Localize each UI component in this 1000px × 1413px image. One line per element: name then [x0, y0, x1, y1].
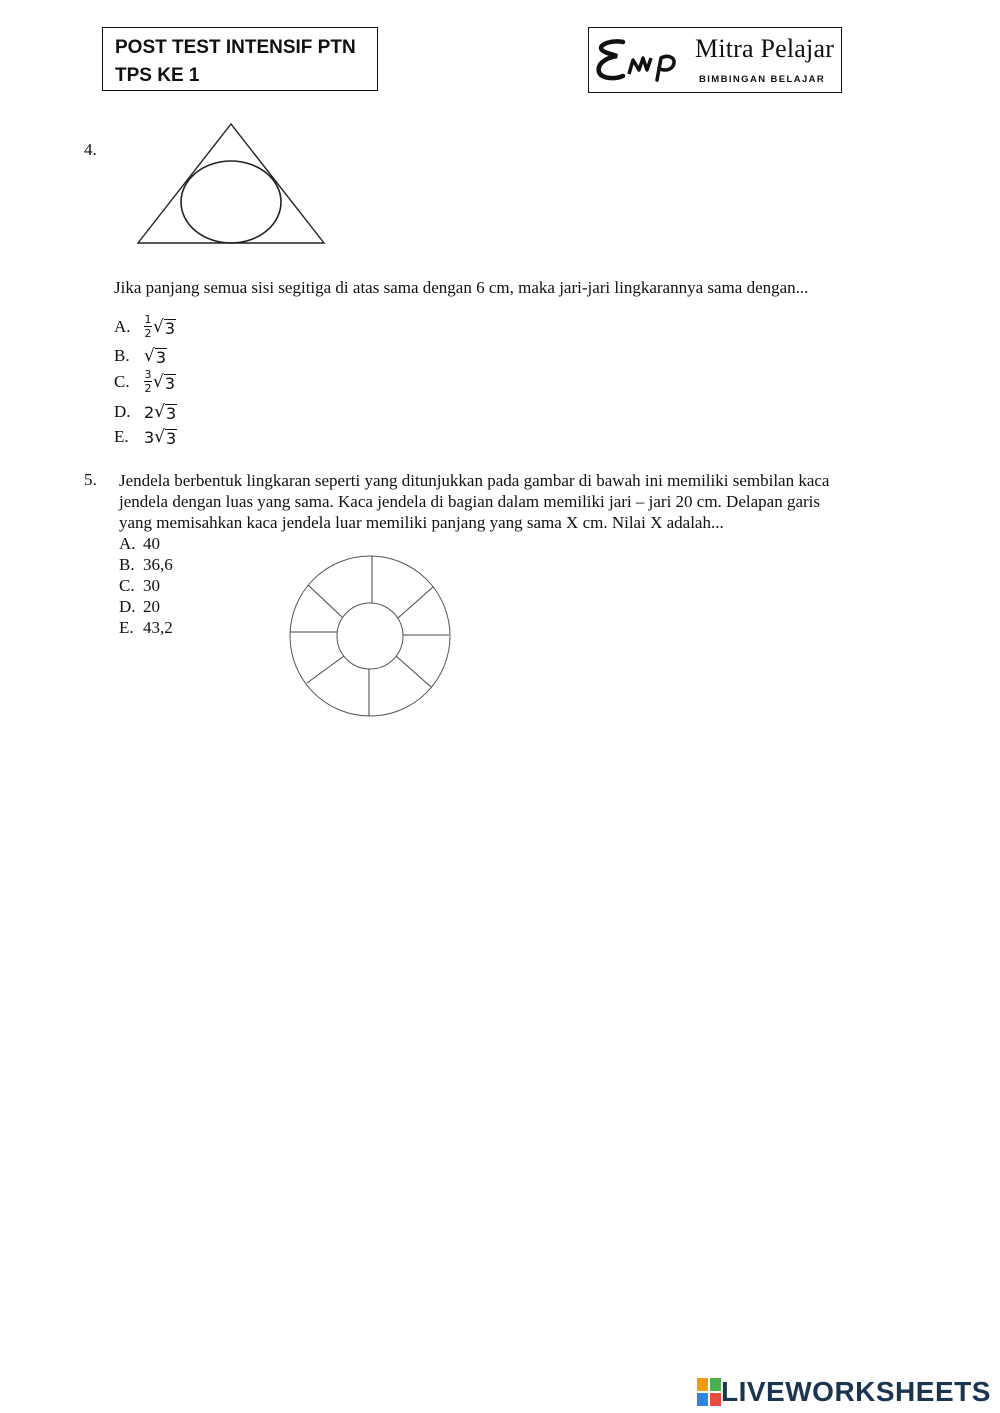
question-5-option-c[interactable] — [119, 576, 160, 596]
coefficient: 3 — [144, 427, 155, 447]
test-title-line2: TPS KE 1 — [115, 65, 200, 86]
option-value: 20 — [143, 597, 160, 616]
question-5-text-line: Jendela berbentuk lingkaran seperti yang ditunjukkan pada gambar di bawah ini memiliki sembilan kaca — [119, 471, 830, 490]
liveworksheets-brand — [697, 1376, 991, 1408]
question-4-option-e[interactable] — [114, 427, 177, 447]
option-value: 43,2 — [143, 618, 173, 637]
fraction — [144, 314, 152, 339]
option-letter: E. — [114, 427, 129, 446]
fraction-denominator: 2 — [144, 382, 152, 395]
square-root: √ 3 — [153, 371, 176, 393]
option-value: 30 — [143, 576, 160, 595]
circular-window-figure — [286, 552, 454, 720]
question-5-option-e[interactable] — [119, 618, 173, 638]
square-root: √ 3 — [153, 316, 176, 338]
question-4-option-c[interactable] — [114, 369, 176, 394]
option-value: 40 — [143, 534, 160, 553]
logo-subtitle: BIMBINGAN BELAJAR — [699, 74, 826, 85]
question-4-option-b[interactable] — [114, 346, 167, 366]
radicand: 3 — [166, 429, 177, 448]
question-4-text: Jika panjang semua sisi segitiga di atas sama dengan 6 cm, maka jari-jari lingkarannya sama dengan... — [114, 278, 809, 297]
mitra-pelajar-logo — [588, 27, 842, 93]
fraction-numerator: 1 — [144, 313, 152, 326]
option-letter: E. — [119, 618, 134, 637]
fraction-numerator: 3 — [144, 368, 152, 381]
fraction-denominator: 2 — [144, 327, 152, 340]
option-letter: D. — [119, 597, 136, 616]
option-letter: A. — [119, 534, 136, 553]
question-5-option-d[interactable] — [119, 597, 160, 617]
radicand: 3 — [164, 373, 176, 393]
coefficient: 2 — [144, 402, 155, 422]
option-letter: C. — [119, 576, 135, 595]
radicand: 3 — [155, 348, 167, 367]
option-letter: B. — [119, 555, 135, 574]
option-value: 36,6 — [143, 555, 173, 574]
radicand: 3 — [164, 318, 176, 338]
option-letter: D. — [114, 402, 131, 421]
triangle-incircle-figure — [134, 120, 330, 248]
question-5-text — [119, 470, 899, 533]
question-5-option-a[interactable] — [119, 534, 160, 554]
question-4-number: 4. — [84, 140, 97, 159]
square-root: √ 3 — [154, 402, 177, 423]
question-5-text-line: yang memisahkan kaca jendela luar memiliki panjang yang sama X cm. Nilai X adalah... — [119, 513, 724, 532]
question-5-option-b[interactable] — [119, 555, 173, 575]
radicand: 3 — [166, 404, 177, 423]
question-5-number: 5. — [84, 470, 97, 489]
question-4-option-d[interactable] — [114, 402, 177, 422]
option-letter: A. — [114, 316, 131, 336]
fraction — [144, 369, 152, 394]
square-root: √ 3 — [154, 427, 177, 448]
test-title-box — [102, 27, 378, 91]
liveworksheets-wordmark: LIVEWORKSHEETS — [721, 1376, 991, 1407]
emp-logo-mark-icon — [593, 34, 693, 86]
option-letter: C. — [114, 371, 130, 391]
option-letter: B. — [114, 346, 130, 365]
logo-name: Mitra Pelajar — [695, 34, 835, 63]
test-title-line1: POST TEST INTENSIF PTN — [115, 37, 356, 58]
question-5-text-line: jendela dengan luas yang sama. Kaca jendela di bagian dalam memiliki jari – jari 20 cm. Delapan garis — [119, 492, 820, 511]
square-root: √ 3 — [144, 346, 167, 367]
liveworksheets-logo-icon — [697, 1378, 721, 1406]
question-4-option-a[interactable] — [114, 314, 176, 339]
